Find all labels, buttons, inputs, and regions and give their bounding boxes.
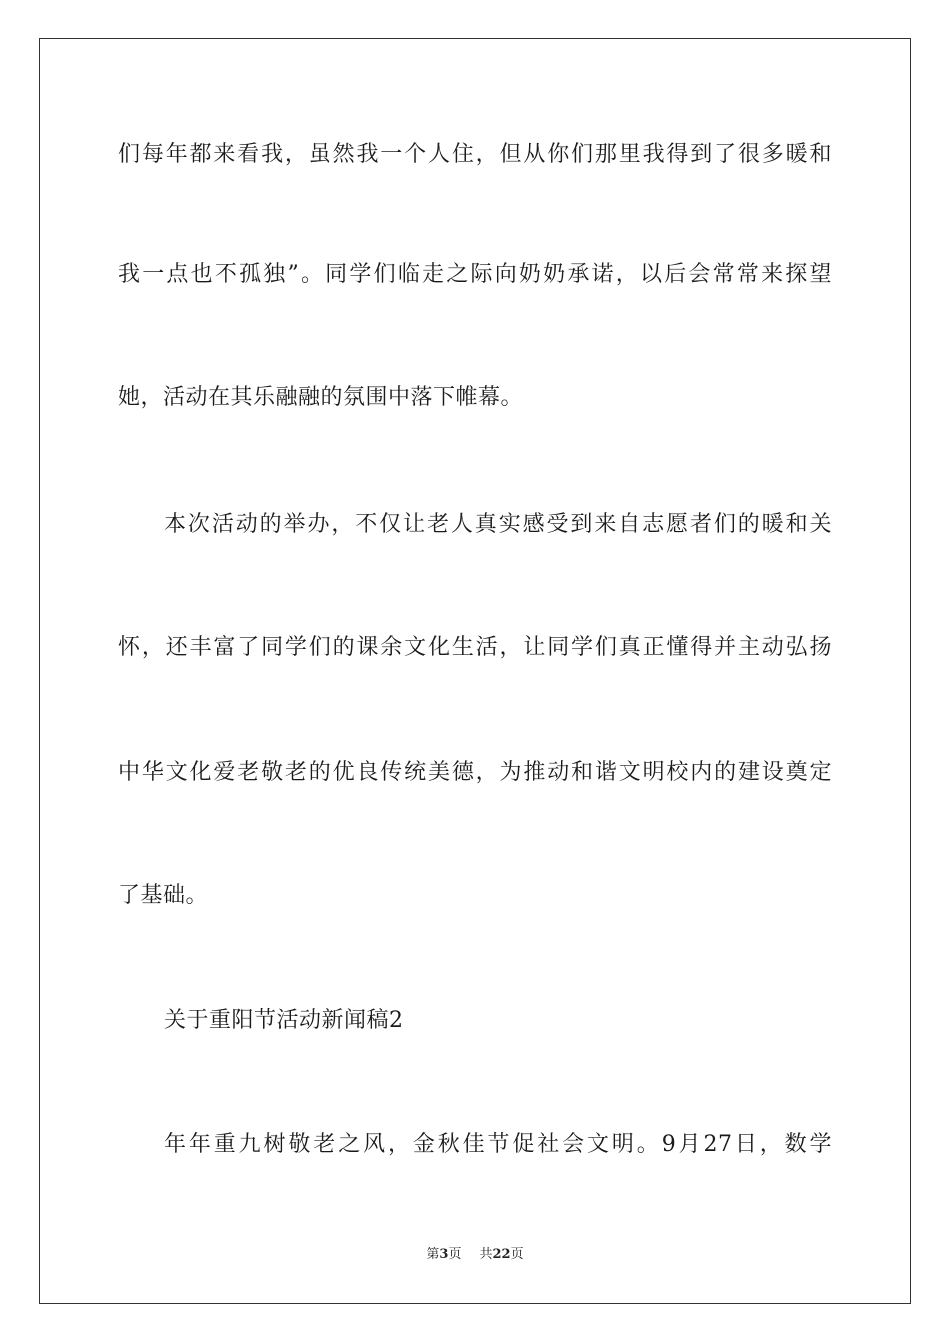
footer-page-total: 22 bbox=[492, 1247, 511, 1262]
page-footer bbox=[0, 1245, 950, 1265]
body-line-4: 本次活动的举办，不仅让老人真实感受到来自志愿者们的暖和关 bbox=[164, 512, 832, 537]
page-border bbox=[39, 38, 911, 1304]
body-line-5: 怀，还丰富了同学们的课余文化生活，让同学们真正懂得并主动弘扬 bbox=[118, 635, 832, 660]
section-heading: 关于重阳节活动新闻稿2 bbox=[164, 1008, 404, 1033]
body-line-9: 年年重九树敬老之风，金秋佳节促社会文明。9月27日，数学 bbox=[164, 1132, 832, 1157]
body-line-1: 们每年都来看我，虽然我一个人住，但从你们那里我得到了很多暖和 bbox=[118, 142, 832, 167]
footer-total-prefix: 共 bbox=[479, 1247, 493, 1262]
footer-page-suffix: 页 bbox=[448, 1247, 462, 1262]
footer-total-suffix: 页 bbox=[510, 1247, 524, 1262]
footer-page-prefix: 第 bbox=[426, 1247, 440, 1262]
body-line-3: 她，活动在其乐融融的氛围中落下帷幕。 bbox=[118, 385, 524, 410]
body-line-6: 中华文化爱老敬老的优良传统美德，为推动和谐文明校内的建设奠定 bbox=[118, 760, 832, 785]
footer-page-current: 3 bbox=[439, 1247, 449, 1262]
body-line-2: 我一点也不孤独”。同学们临走之际向奶奶承诺，以后会常常来探望 bbox=[118, 262, 832, 287]
body-line-7: 了基础。 bbox=[118, 883, 209, 908]
